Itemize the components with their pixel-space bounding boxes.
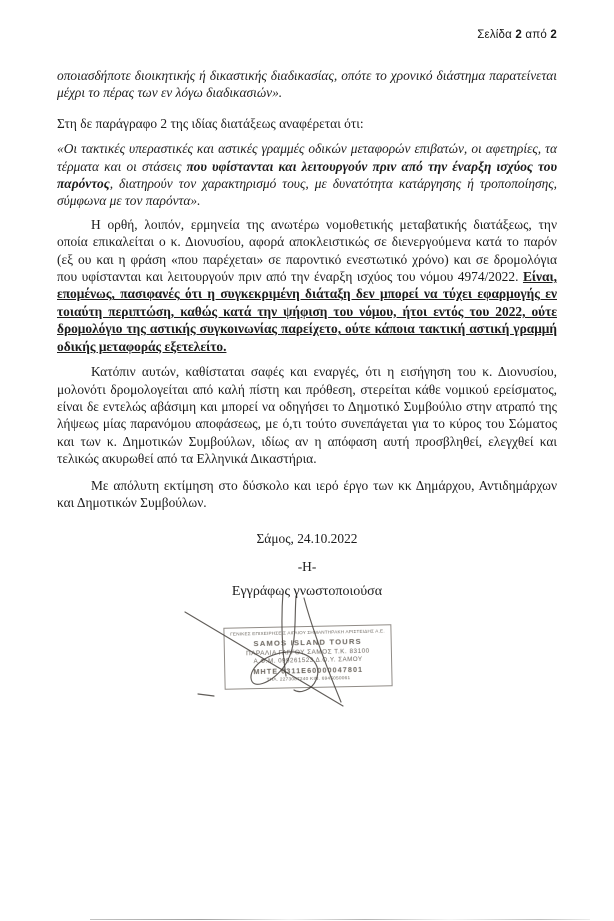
text-run: 2 (515, 29, 523, 41)
text-run: από (522, 29, 551, 41)
stamp-line: ΠΑΡΑΛΙΑ ΓΑΓΓΟΥ ΣΑΜΟΣ Τ.Κ. 83100 (245, 647, 370, 658)
stamp-line: ΓΕΝΙΚΕΣ ΕΠΙΧΕΙΡΗΣΕΙΣ ΑΙΓΑΙΟΥ ΣΗΜΑΝΤΗΡΑΚΗ ΑΡΙΣΤΕΙΔΗΣ Α.Ε. (230, 628, 385, 637)
text-run: οποιασδήποτε διοικητικής ή δικαστικής διαδικασίας, οπότε το χρονικό διάστημα παρατείνεται μέχρι το πέρας των εν λόγω διαδικασιών». (57, 68, 557, 101)
body-paragraph (57, 216, 557, 355)
body-paragraph (57, 363, 557, 467)
text-run: Με απόλυτη εκτίμηση στο δύσκολο και ιερό έργο των κκ Δημάρχου, Αντιδημάρχων και Δημοτικών Συμβούλων. (57, 477, 557, 510)
scan-edge-artifact (90, 919, 590, 921)
stamp-line: ΜΗΤΕ 0311Ε60000047801 (253, 665, 364, 677)
text-run: , διατηρούν τον χαρακτηρισμό τους, με δυνατότητα κατάργησης ή τροποποίησης, σύμφωνα με τον παρόντα». (57, 176, 557, 209)
page-number (477, 29, 557, 41)
company-stamp (223, 624, 392, 690)
text-run: «Οι τακτικές υπεραστικές και αστικές γραμμές οδικών μεταφορών επιβατών, οι αφετηρίες, τα τέρματα και οι στάσεις (57, 141, 557, 174)
text-run: 2 (550, 29, 557, 41)
text-run: που υφίστανται και λειτουργούν πριν από την έναρξη ισχύος του παρόντος (57, 158, 557, 192)
stamp-line: Α.Φ.Μ. 099261523 Δ.Ο.Υ. ΣΑΜΟΥ (253, 656, 363, 666)
body-paragraph (57, 67, 557, 102)
body-paragraph (57, 140, 557, 210)
body-paragraph (57, 477, 557, 512)
text-run: Στη δε παράγραφο 2 της ιδίας διατάξεως αναφέρεται ότι: (57, 115, 364, 131)
closing-block (57, 530, 557, 600)
place-date: Σάμος, 24.10.2022 (256, 531, 358, 547)
signatory-role: Εγγράφως γνωστοποιούσα (231, 584, 383, 600)
text-run: Η ορθή, λοιπόν, ερμηνεία της ανωτέρω νομοθετικής μεταβατικής διατάξεως, την οποία επικαλείται ο κ. Διονυσίου, αφορά αποκλειστικώς σε διενεργούμενα κατά το παρόν (εξ ου και η φράση «που παρέχεται» σε παροντικό ενεστωτικό χρόνο) και σε δρομολόγια που υφίστανται και λειτουργούν πριν από την έναρξη ισχύος του νόμου 4974/2022. (57, 216, 557, 285)
paragraphs-container (57, 67, 557, 511)
stamp-line: ΤΗΛ. 2273087240 ΚΙΝ. 6945050061 (266, 675, 351, 683)
document-body (57, 67, 557, 601)
signatory-dash: -Η- (297, 558, 317, 574)
text-run: Σελίδα (477, 29, 516, 41)
body-paragraph (57, 115, 557, 132)
text-run: Κατόπιν αυτών, καθίσταται σαφές και εναργές, ότι η εισήγηση του κ. Διονυσίου, μολονότι δρομολογείται από καλή πίστη και πρόθεση, στερείται κάθε νομικού ερείσματος, είναι δε εντελώς αβάσιμη και μπορεί να οδηγήσει το Δημοτικό Συμβούλιο στην ατραπό της λήψεως μίας παρανόμου αποφάσεως, με ό,τι τούτο συνεπάγεται για το κύρος του Σώματος και των κ. Δημοτικών Συμβούλων, ιδίως αν η απόφαση αυτή προσβληθεί, ελεγχθεί και τελικώς ακυρωθεί από τα Ελληνικά Δικαστήρια. (57, 364, 557, 467)
stamp-line: SAMOS ISLAND TOURS (253, 636, 362, 649)
text-run: Είναι, επομένως, πασιφανές ότι η συγκεκριμένη διάταξη δεν μπορεί να τύχει εφαρμογής εν τοιαύτη περιπτώση, καθώς κατά την ψήφιση του νόμου, ήτοι εντός του 2022, ούτε δρομολόγιο της αστικής συγκοινωνίας παρείχετο, ούτε κάποια τακτική αστική γραμμή οδικής μεταφοράς εξετελείτο. (57, 269, 557, 354)
